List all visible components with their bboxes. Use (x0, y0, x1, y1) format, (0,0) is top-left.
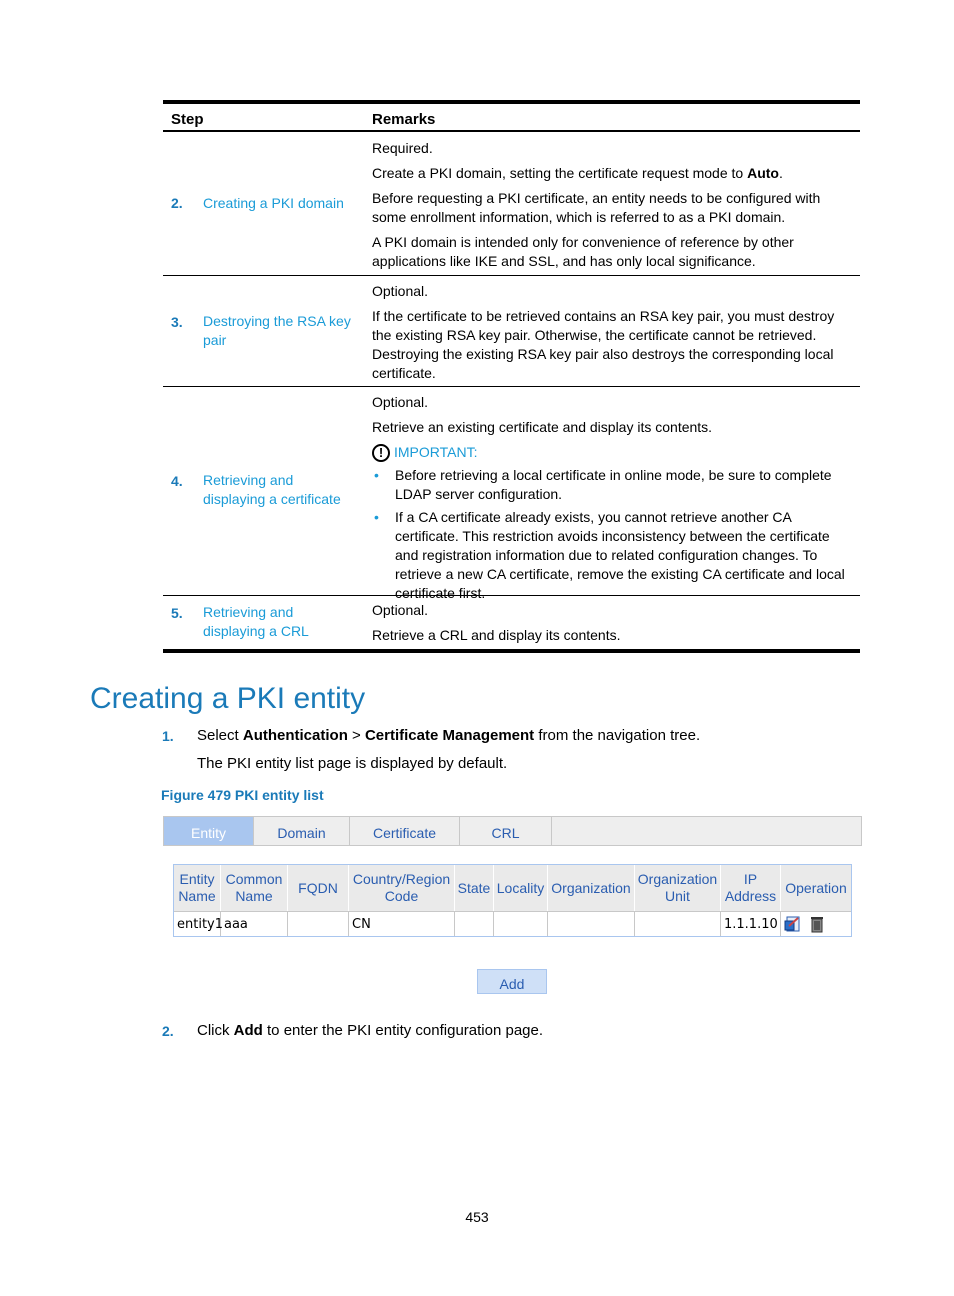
remark-text: Retrieve an existing certificate and display its contents. (372, 419, 713, 435)
header-line: Name (235, 888, 273, 904)
cell-operation (781, 911, 851, 936)
col-header-organization-unit (635, 865, 721, 911)
step-link-retrieving-certificate[interactable]: Retrieving and displaying a certificate (203, 472, 341, 507)
header-line: Organization (637, 871, 718, 887)
bold-text: Add (233, 1022, 263, 1039)
col-header-fqdn: FQDN (288, 865, 349, 911)
bullet-dot-icon: • (374, 509, 379, 525)
important-label: IMPORTANT: (394, 444, 478, 460)
col-header-state: State (455, 865, 494, 911)
list-text (197, 1022, 543, 1039)
bullet-item (372, 508, 856, 603)
exclamation-icon: ! (372, 444, 390, 462)
col-header-entity-name (174, 865, 221, 911)
step-number: 3. (171, 314, 183, 330)
bullet-dot-icon: • (374, 467, 379, 483)
step-link-creating-pki-domain[interactable]: Creating a PKI domain (203, 195, 344, 211)
remark-text: Required. (372, 140, 433, 156)
cell-ip-address: 1.1.1.10 (721, 911, 781, 936)
table-row (163, 596, 860, 653)
cell-organization (548, 911, 635, 936)
col-header-operation: Operation (781, 865, 851, 911)
step-number: 5. (171, 605, 183, 621)
remark-text: Optional. (372, 283, 429, 299)
tab-crl[interactable]: CRL (460, 817, 552, 845)
important-note (372, 443, 856, 462)
remark-text (372, 164, 856, 183)
tab-bar (163, 816, 862, 846)
bullet-text: If a CA certificate already exists, you cannot retrieve another CA certificate. This restriction avoids inconsistency between the certificate and registration information due to related configuration changes. To retrieve a new CA certificate, remove the existing CA certificate and local certificate first. (395, 509, 845, 601)
text: > (347, 727, 365, 744)
header-line: Common (225, 871, 283, 887)
remarks-cell (372, 601, 856, 651)
col-header-locality: Locality (494, 865, 548, 911)
header-line: Entity (179, 871, 215, 887)
header-line: Code (384, 888, 419, 904)
text: to enter the PKI entity configuration page. (262, 1022, 544, 1039)
list-number: 1. (162, 728, 174, 744)
cell-state (455, 911, 494, 936)
page-number: 453 (465, 1209, 489, 1225)
bold-text: Certificate Management (364, 727, 535, 744)
step-link-retrieving-crl[interactable]: Retrieving and displaying a CRL (203, 604, 309, 639)
header-step: Step (171, 111, 204, 128)
remark-text: A PKI domain is intended only for convenience of reference by other applications like IKE and SSL, and has only local significance. (372, 234, 794, 269)
table-row (163, 276, 860, 387)
tab-certificate[interactable]: Certificate (350, 817, 460, 845)
bold-text: Authentication (242, 727, 348, 744)
text: Select (197, 727, 243, 744)
step-number: 2. (171, 195, 183, 211)
remarks-cell (372, 282, 856, 389)
col-header-country-code (349, 865, 455, 911)
text: Click (197, 1022, 234, 1039)
add-button[interactable]: Add (477, 969, 547, 994)
header-line: Address (724, 888, 777, 904)
section-title: Creating a PKI entity (90, 682, 366, 715)
remarks-cell (372, 393, 856, 607)
table-header (163, 104, 860, 132)
remarks-cell (372, 139, 856, 277)
remark-text: Optional. (372, 602, 429, 618)
tab-entity[interactable]: Entity (164, 817, 254, 845)
remark-text: Optional. (372, 394, 429, 410)
entity-list-table (173, 864, 852, 937)
bullet-text: Before retrieving a local certificate in online mode, be sure to complete LDAP server configuration. (395, 467, 832, 502)
header-line: Name (178, 888, 216, 904)
cell-fqdn (288, 911, 349, 936)
cell-entity-name: entity1 (174, 911, 221, 936)
remark-text: . (778, 165, 783, 181)
col-header-organization: Organization (548, 865, 635, 911)
cell-common-name: aaa (221, 911, 288, 936)
table-row (163, 132, 860, 276)
list-number: 2. (162, 1023, 174, 1039)
header-remarks: Remarks (372, 111, 436, 128)
step-number: 4. (171, 473, 183, 489)
bullet-item (372, 466, 856, 504)
remark-bold: Auto (747, 165, 779, 181)
header-line: Country/Region (352, 871, 451, 887)
text: from the navigation tree. (534, 727, 701, 744)
step-link-destroying-rsa[interactable]: Destroying the RSA key pair (203, 313, 351, 348)
col-header-common-name (221, 865, 288, 911)
header-line: IP (743, 871, 758, 887)
tab-domain[interactable]: Domain (254, 817, 350, 845)
table-row (163, 387, 860, 601)
cell-country-code: CN (349, 911, 455, 936)
cell-locality (494, 911, 548, 936)
list-text (197, 727, 700, 744)
col-header-ip-address (721, 865, 781, 911)
remark-text: Create a PKI domain, setting the certificate request mode to (372, 165, 748, 181)
list-subtext: The PKI entity list page is displayed by default. (197, 755, 508, 772)
delete-icon[interactable] (810, 915, 824, 933)
cell-organization-unit (635, 911, 721, 936)
figure-caption: Figure 479 PKI entity list (161, 787, 324, 803)
remark-text: Retrieve a CRL and display its contents. (372, 627, 621, 643)
header-line: Unit (665, 888, 690, 904)
remark-text: If the certificate to be retrieved contains an RSA key pair, you must destroy the existing RSA key pair. Otherwise, the certificate cannot be retrieved. Destroying the existing RSA key pair also destroys the corresponding local certificate. (372, 308, 835, 381)
remark-text: Before requesting a PKI certificate, an entity needs to be configured with some enrollment information, which is referred to as a PKI domain. (372, 190, 821, 225)
edit-icon[interactable] (784, 915, 802, 933)
